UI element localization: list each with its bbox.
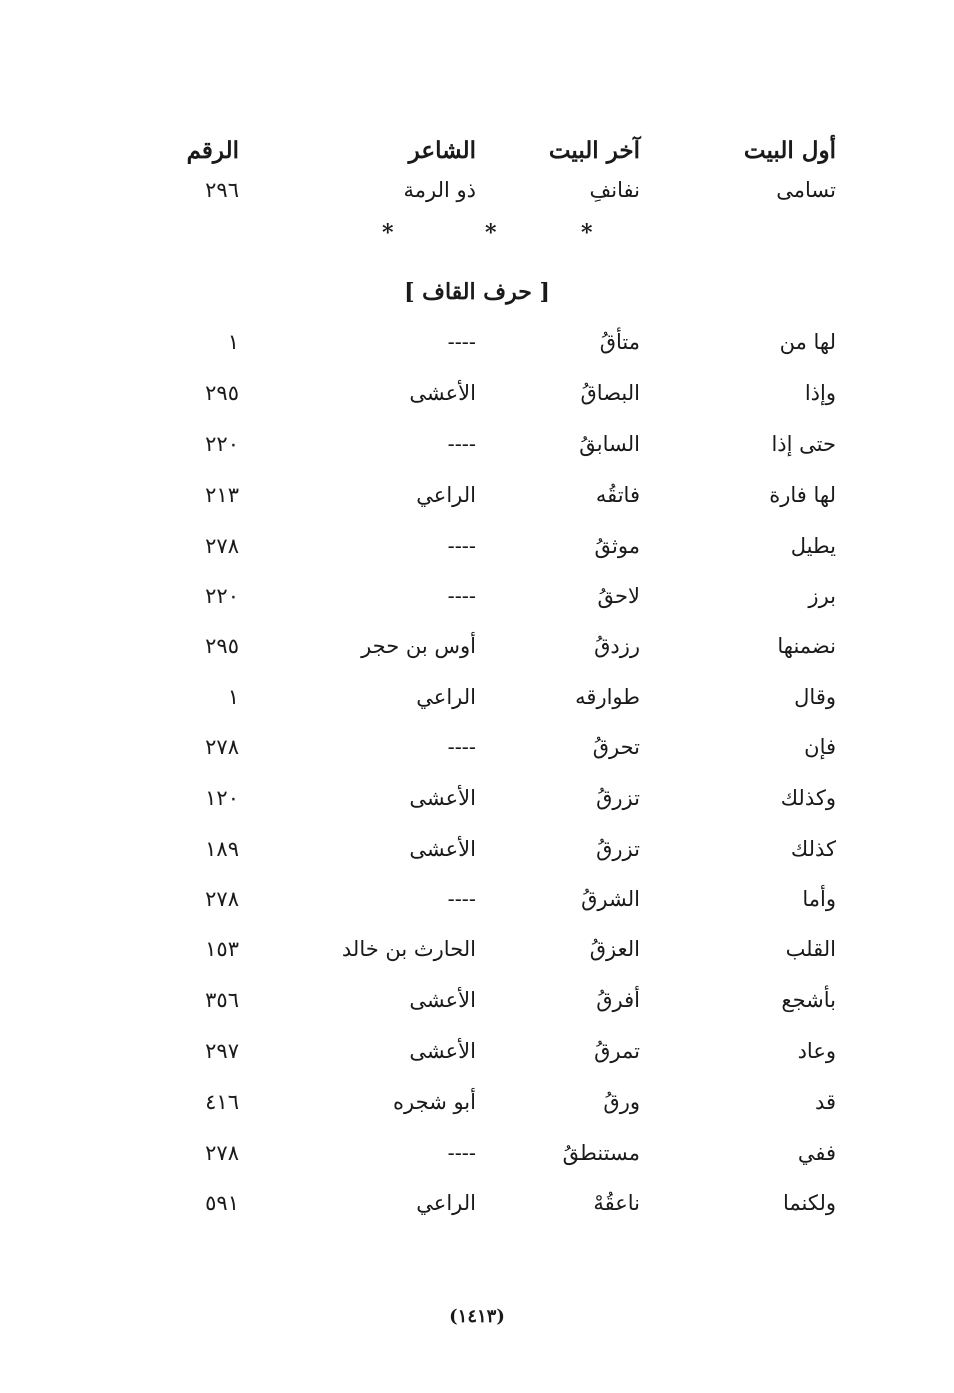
separator-asterisk: *	[382, 220, 394, 246]
number-cell: ٢١٣	[205, 483, 239, 507]
table-row	[0, 626, 954, 666]
number-cell: ٢٩٦	[205, 178, 239, 202]
last-word-cell: تزرقُ	[596, 837, 640, 861]
poet-cell: الراعي	[416, 483, 476, 507]
page-number: (١٤١٣)	[449, 1306, 505, 1327]
table-row	[0, 778, 954, 818]
number-cell: ٢٧٨	[205, 735, 239, 759]
first-word-cell: تسامى	[776, 178, 836, 202]
table-row	[0, 373, 954, 413]
poet-cell: ----	[447, 330, 476, 354]
first-word-cell: لها من	[779, 330, 836, 354]
table-row	[0, 170, 954, 210]
table-row	[0, 475, 954, 515]
header-number: الرقم	[186, 137, 239, 164]
table-row	[0, 526, 954, 566]
first-word-cell: وإذا	[804, 381, 836, 405]
table-row	[0, 829, 954, 869]
first-word-cell: القلب	[785, 937, 836, 961]
first-word-cell: كذلك	[790, 837, 836, 861]
number-cell: ١٨٩	[205, 837, 239, 861]
poet-cell: الأعشى	[409, 988, 476, 1012]
poet-cell: الحارث بن خالد	[341, 937, 476, 961]
number-cell: ١	[227, 685, 239, 709]
table-row	[0, 1133, 954, 1173]
table-row	[0, 727, 954, 767]
poet-cell: ----	[447, 534, 476, 558]
section-separator	[0, 218, 954, 248]
table-row	[0, 576, 954, 616]
number-cell: ٥٩١	[205, 1191, 239, 1215]
first-word-cell: فإن	[804, 735, 836, 759]
number-cell: ٢٩٥	[205, 634, 239, 658]
last-word-cell: موثقُ	[594, 534, 640, 558]
poet-cell: ----	[447, 584, 476, 608]
number-cell: ٤١٦	[205, 1090, 239, 1114]
number-cell: ٢٩٧	[205, 1039, 239, 1063]
last-word-cell: تمرقُ	[594, 1039, 640, 1063]
last-word-cell: السابقُ	[579, 432, 640, 456]
last-word-cell: مستنطقُ	[562, 1141, 640, 1165]
first-word-cell: وأما	[802, 887, 836, 911]
first-word-cell: قد	[814, 1090, 836, 1114]
last-word-cell: الشرقُ	[581, 887, 640, 911]
header-poet: الشاعر	[408, 137, 476, 164]
number-cell: ٣٥٦	[205, 988, 239, 1012]
first-word-cell: وعاد	[797, 1039, 836, 1063]
number-cell: ٢٩٥	[205, 381, 239, 405]
first-word-cell: نضمنها	[777, 634, 836, 658]
table-row	[0, 879, 954, 919]
first-word-cell: يطيل	[790, 534, 836, 558]
number-cell: ٢٢٠	[205, 432, 239, 456]
table-row	[0, 980, 954, 1020]
poet-cell: الأعشى	[409, 837, 476, 861]
first-word-cell: وكذلك	[780, 786, 836, 810]
header-first-word: أول البيت	[743, 137, 836, 164]
first-word-cell: ولكنما	[782, 1191, 836, 1215]
number-cell: ١٥٣	[205, 937, 239, 961]
separator-asterisk: *	[581, 220, 593, 246]
poet-cell: أبو شجره	[393, 1090, 476, 1114]
last-word-cell: رزدقُ	[594, 634, 640, 658]
first-word-cell: حتى إذا	[771, 432, 836, 456]
number-cell: ١٢٠	[205, 786, 239, 810]
number-cell: ٢٧٨	[205, 1141, 239, 1165]
first-word-cell: لها فارة	[769, 483, 836, 507]
poet-cell: الراعي	[416, 1191, 476, 1215]
first-word-cell: وقال	[794, 685, 836, 709]
number-cell: ٢٢٠	[205, 584, 239, 608]
last-word-cell: فاتقُه	[595, 483, 640, 507]
first-word-cell: برز	[808, 584, 836, 608]
table-row	[0, 1082, 954, 1122]
last-word-cell: طوارقه	[575, 685, 640, 709]
poet-cell: ذو الرمة	[403, 178, 476, 202]
poet-cell: ----	[447, 735, 476, 759]
first-word-cell: بأشجع	[781, 988, 836, 1012]
last-word-cell: تزرقُ	[596, 786, 640, 810]
number-cell: ٢٧٨	[205, 534, 239, 558]
header-last-word: آخر البيت	[548, 137, 640, 164]
last-word-cell: ناعقُهْ	[593, 1191, 640, 1215]
last-word-cell: تحرقُ	[592, 735, 640, 759]
last-word-cell: البصاقُ	[580, 381, 640, 405]
poet-cell: ----	[447, 1141, 476, 1165]
poet-cell: الأعشى	[409, 1039, 476, 1063]
table-row	[0, 929, 954, 969]
number-cell: ١	[227, 330, 239, 354]
last-word-cell: أفرقُ	[596, 988, 640, 1012]
poet-cell: الأعشى	[409, 381, 476, 405]
table-row	[0, 322, 954, 362]
last-word-cell: العزقُ	[589, 937, 640, 961]
separator-asterisk: *	[485, 220, 497, 246]
number-cell: ٢٧٨	[205, 887, 239, 911]
poet-cell: الأعشى	[409, 786, 476, 810]
last-word-cell: لاحقُ	[597, 584, 640, 608]
last-word-cell: ورقُ	[603, 1090, 640, 1114]
section-title: [ حرف القاف ]	[404, 279, 550, 305]
poet-cell: ----	[447, 432, 476, 456]
first-word-cell: ففي	[797, 1141, 836, 1165]
last-word-cell: نفانفِ	[589, 178, 640, 202]
poet-cell: ----	[447, 887, 476, 911]
table-row	[0, 424, 954, 464]
poet-cell: الراعي	[416, 685, 476, 709]
poet-cell: أوس بن حجر	[361, 634, 476, 658]
table-header	[0, 131, 954, 171]
last-word-cell: متأقُ	[599, 330, 640, 354]
table-row	[0, 1183, 954, 1223]
table-row	[0, 1031, 954, 1071]
table-row	[0, 677, 954, 717]
